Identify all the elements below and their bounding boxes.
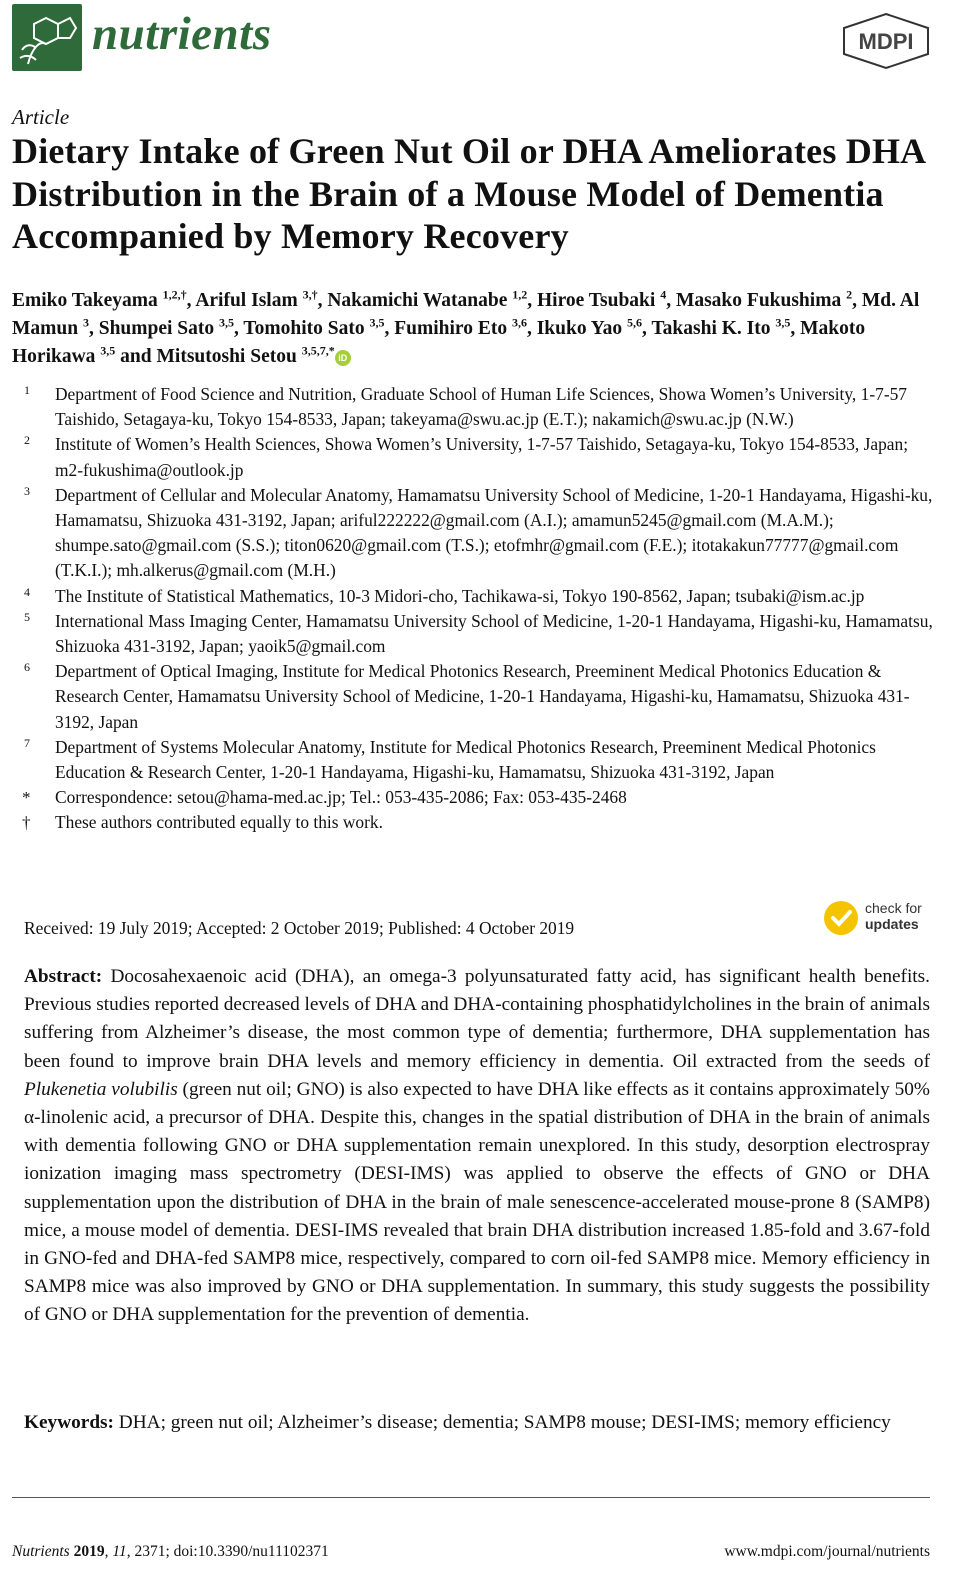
author-affiliation-marker: 3,5: [369, 315, 385, 330]
author-name: Tomohito Sato: [243, 318, 365, 339]
abstract-label: Abstract:: [24, 966, 103, 987]
footer-divider: [12, 1497, 930, 1498]
author-separator: and: [115, 346, 157, 367]
author-name: Shumpei Sato: [98, 318, 215, 339]
author-name: Ikuko Yao: [536, 318, 623, 339]
footer-volume: 11: [112, 1543, 127, 1560]
article-type-label: Article: [12, 105, 70, 129]
author-name: Ariful Islam: [195, 290, 298, 311]
affiliation-item: [22, 483, 937, 584]
author-separator: ,: [384, 318, 395, 339]
keywords-label: Keywords:: [24, 1412, 114, 1433]
mdpi-logo-text: MDPI: [858, 29, 914, 54]
affiliation-item: [22, 584, 937, 609]
author-affiliation-marker: 3,5,7,*: [301, 343, 335, 358]
affiliation-text: Department of Food Science and Nutrition, Graduate School of Human Life Sciences, Showa Women’s University, 1-7-57 Taishido, Setagaya-ku, Tokyo 154-8533, Japan; takeyama@swu.ac.jp (E.T.); nakamich@swu.ac.jp (N.W.): [55, 384, 907, 430]
check-updates-line1: check for: [865, 900, 922, 916]
author-separator: ,: [186, 290, 196, 311]
author-separator: ,: [234, 318, 244, 339]
author-affiliation-marker: 4: [660, 287, 667, 302]
affiliation-item: [22, 810, 937, 835]
journal-logo-icon: [12, 4, 82, 71]
author-list: [12, 287, 947, 371]
author-separator: ,: [666, 290, 676, 311]
author-affiliation-marker: 3,†: [302, 287, 318, 302]
affiliation-text: Department of Cellular and Molecular Anatomy, Hamamatsu University School of Medicine, 1-20-1 Handayama, Higashi-ku, Hamamatsu, Shizuoka 431-3192, Japan; ariful222222@gmail.com (A.I.); amamun5245@gmail.com (M.A.M.); shumpe.sato@gmail.com (S.S.); titon0620@gmail.com (T.S.); etofmhr@gmail.com (F.E.); itotakakun77777@gmail.com (T.K.I.); mh.alkerus@gmail.com (M.H.): [55, 484, 933, 581]
author-separator: ,: [790, 318, 801, 339]
author-name: Makoto Horikawa: [12, 318, 866, 367]
abstract-species-name: Plukenetia volubilis: [24, 1078, 178, 1100]
affiliation-number: 4: [24, 584, 30, 599]
affiliation-text: Department of Optical Imaging, Institute for Medical Photonics Research, Preeminent Medical Photonics Education & Research Center, Hamamatsu University School of Medicine, 1-20-1 Handayama, Higashi-ku, Hamamatsu, Shizuoka 431-3192, Japan: [55, 661, 910, 732]
footer-journal: Nutrients: [12, 1543, 70, 1560]
affiliation-text: Institute of Women’s Health Sciences, Showa Women’s University, 1-7-57 Taishido, Setagaya-ku, Tokyo 154-8533, Japan; m2-fukushima@outlook.jp: [55, 434, 909, 480]
author-affiliation-marker: 1,2: [512, 287, 528, 302]
author-separator: ,: [88, 318, 99, 339]
author-name: Masako Fukushima: [675, 290, 842, 311]
author-name: Takashi K. Ito: [651, 318, 771, 339]
author-affiliation-marker: 3,5: [100, 343, 116, 358]
publication-dates: Received: 19 July 2019; Accepted: 2 October 2019; Published: 4 October 2019: [24, 918, 575, 938]
affiliation-text: The Institute of Statistical Mathematics, 10-3 Midori-cho, Tachikawa-si, Tokyo 190-8562, Japan; tsubaki@ism.ac.jp: [55, 585, 865, 606]
article-title: Dietary Intake of Green Nut Oil or DHA Ameliorates DHA Distribution in the Brain of a Mouse Model of Dementia Accompanied by Memory Recovery: [12, 131, 925, 256]
orcid-icon[interactable]: iD: [335, 350, 351, 366]
journal-name: nutrients: [92, 8, 272, 60]
affiliation-number: 6: [24, 660, 30, 675]
affiliation-item: [22, 785, 937, 810]
affiliation-number: 1: [24, 383, 30, 397]
affiliation-item: [22, 432, 937, 482]
affiliation-number: 7: [24, 735, 30, 750]
author-separator: ,: [852, 290, 862, 311]
affiliation-number: 5: [24, 609, 30, 624]
author-separator: ,: [317, 290, 328, 311]
check-for-updates-button[interactable]: [822, 898, 942, 938]
affiliation-number: †: [22, 813, 31, 833]
author-affiliation-marker: 5,6: [627, 315, 643, 330]
affiliation-number: 3: [24, 483, 30, 498]
affiliation-number: 2: [24, 433, 30, 448]
affiliation-text: Department of Systems Molecular Anatomy, Institute for Medical Photonics Research, Preeminent Medical Photonics Education & Research Center, 1-20-1 Handayama, Higashi-ku, Hamamatsu, Shizuoka 431-3192, Japan: [55, 736, 876, 783]
author-name: Emiko Takeyama: [12, 290, 158, 311]
author-separator: ,: [526, 318, 537, 339]
affiliations-list: [22, 382, 937, 836]
checkmark-icon: [824, 901, 858, 935]
abstract-text-part1: Docosahexaenoic acid (DHA), an omega-3 polyunsaturated fatty acid, has significant health benefits. Previous studies reported decreased levels of DHA and DHA-containing phosphatidylcholines in the brain of animals suffering from Alzheimer’s disease, the most common type of dementia; furthermore, DHA supplementation has been found to improve brain DHA levels and memory efficiency in dementia. Oil extracted from the seeds of: [24, 966, 931, 1072]
author-name: Nakamichi Watanabe: [327, 290, 508, 311]
affiliation-item: [22, 659, 937, 735]
abstract-section: [24, 963, 930, 1330]
check-updates-line2: updates: [865, 916, 919, 932]
affiliation-item: [22, 609, 937, 659]
author-name: Md. Al Mamun: [12, 290, 920, 339]
author-affiliation-marker: 3: [82, 315, 89, 330]
author-name: Hiroe Tsubaki: [536, 290, 656, 311]
abstract-text-part2: (green nut oil; GNO) is also expected to have DHA like effects as it contains approximately 50% α-linolenic acid, a precursor of DHA. Despite this, changes in the spatial distribution of DHA in the brain of animals with dementia following GNO or DHA supplementation remain unexplored. In this study, desorption electrospray ionization imaging mass spectrometry (DESI-IMS) was applied to observe the effects of GNO or DHA supplementation upon the distribution of DHA in the brain of male senescence-accelerated mouse-prone 8 (SAMP8) mice, a mouse model of dementia. DESI-IMS revealed that brain DHA distribution increased 1.85-fold and 3.67-fold in GNO-fed and DHA-fed SAMP8 mice, respectively, compared to corn oil-fed SAMP8 mice. Memory efficiency in SAMP8 mice was also improved by GNO or DHA supplementation. In summary, this study suggests the possibility of GNO or DHA supplementation for the prevention of dementia.: [24, 1078, 930, 1326]
journal-url-link[interactable]: www.mdpi.com/journal/nutrients: [724, 1543, 930, 1560]
affiliation-item: [22, 735, 937, 785]
affiliation-text: International Mass Imaging Center, Hamamatsu University School of Medicine, 1-20-1 Handayama, Higashi-ku, Hamamatsu, Shizuoka 431-3192, Japan; yaoik5@gmail.com: [55, 610, 933, 657]
author-name: Fumihiro Eto: [394, 318, 508, 339]
citation-footer: Nutrients 2019, 11, 2371; doi:10.3390/nu11102371: [12, 1543, 329, 1560]
affiliation-item: [22, 382, 937, 432]
author-affiliation-marker: 3,5: [219, 315, 235, 330]
author-affiliation-marker: 1,2,†: [162, 287, 187, 302]
affiliation-text: Correspondence: setou@hama-med.ac.jp; Tel.: 053-435-2086; Fax: 053-435-2468: [55, 787, 627, 808]
author-separator: ,: [527, 290, 537, 311]
author-name: Mitsutoshi Setou: [156, 346, 297, 367]
affiliation-number: *: [22, 788, 31, 808]
footer-year: 2019: [73, 1543, 105, 1560]
affiliation-text: These authors contributed equally to this work.: [55, 812, 383, 833]
keywords-section: [24, 1408, 930, 1437]
author-affiliation-marker: 3,6: [511, 315, 527, 330]
author-separator: ,: [642, 318, 652, 339]
footer-doi: , 2371; doi:10.3390/nu11102371: [126, 1543, 329, 1560]
keywords-text: DHA; green nut oil; Alzheimer’s disease; dementia; SAMP8 mouse; DESI-IMS; memory efficiency: [118, 1412, 891, 1433]
mdpi-logo-icon[interactable]: [840, 12, 932, 70]
author-affiliation-marker: 2: [846, 287, 853, 302]
author-affiliation-marker: 3,5: [775, 315, 791, 330]
